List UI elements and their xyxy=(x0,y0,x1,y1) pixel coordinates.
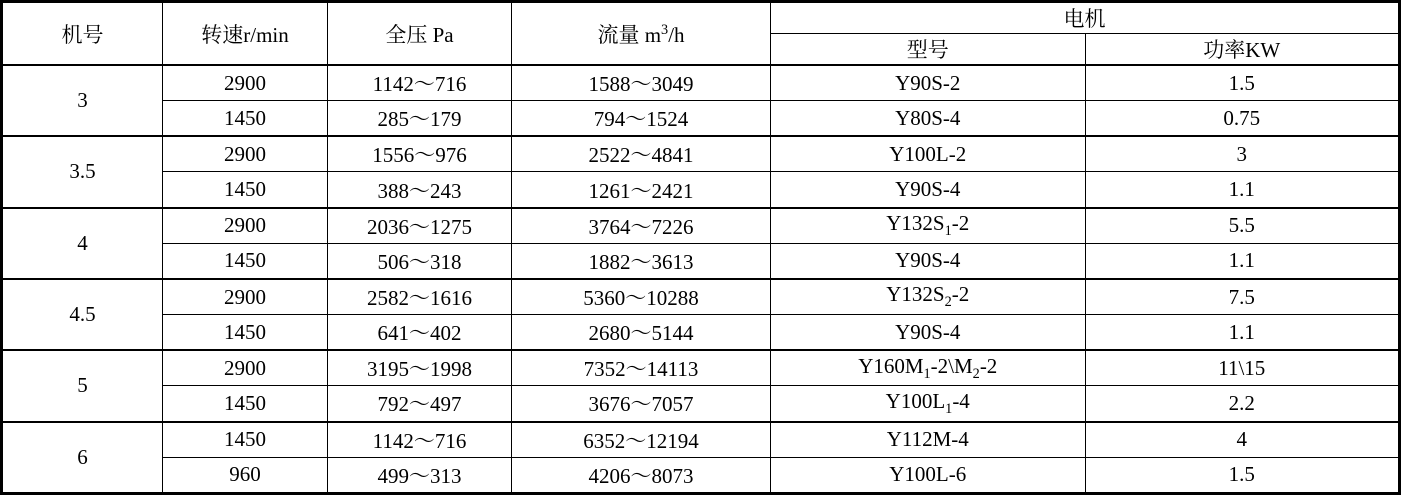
cell-pressure: 641～402 xyxy=(328,315,512,351)
model-text: -4 xyxy=(952,388,970,413)
cell-pressure: 2582～1616 xyxy=(328,279,512,315)
cell-flow: 6352～12194 xyxy=(512,422,771,458)
cell-pressure: 792～497 xyxy=(328,386,512,422)
header-motor-power: 功率KW xyxy=(1085,34,1400,66)
cell-motor-power: 11\15 xyxy=(1085,350,1400,386)
cell-flow: 4206～8073 xyxy=(512,457,771,493)
cell-speed: 1450 xyxy=(163,386,328,422)
cell-motor-model xyxy=(771,457,1086,493)
header-speed: 转速r/min xyxy=(163,2,328,66)
table-row xyxy=(2,136,1400,172)
cell-motor-model xyxy=(771,386,1086,422)
cell-motor-model xyxy=(771,136,1086,172)
cell-motor-power: 7.5 xyxy=(1085,279,1400,315)
cell-motor-model xyxy=(771,350,1086,386)
model-text: Y80S-4 xyxy=(895,105,961,130)
model-text: Y100L-2 xyxy=(889,141,967,166)
cell-flow: 7352～14113 xyxy=(512,350,771,386)
cell-pressure: 506～318 xyxy=(328,243,512,279)
table-row xyxy=(2,386,1400,422)
model-text: Y160M xyxy=(858,353,924,378)
header-flow-suffix: /h xyxy=(668,22,685,47)
cell-pressure: 388～243 xyxy=(328,172,512,208)
header-motor-model: 型号 xyxy=(771,34,1086,66)
cell-speed: 2900 xyxy=(163,279,328,315)
header-flow-exponent: 3 xyxy=(661,21,669,38)
table-row xyxy=(2,208,1400,244)
cell-speed: 960 xyxy=(163,457,328,493)
cell-flow: 794～1524 xyxy=(512,101,771,137)
cell-pressure: 499～313 xyxy=(328,457,512,493)
cell-motor-model xyxy=(771,101,1086,137)
cell-motor-power: 1.1 xyxy=(1085,243,1400,279)
model-text: -2 xyxy=(951,211,970,236)
cell-pressure: 3195～1998 xyxy=(328,350,512,386)
model-subscript: 2 xyxy=(972,365,980,382)
cell-motor-model xyxy=(771,243,1086,279)
model-text: Y132S xyxy=(886,282,945,307)
cell-machine-no: 3.5 xyxy=(2,136,163,207)
model-text: Y90S-4 xyxy=(895,319,961,344)
model-subscript: 2 xyxy=(944,294,952,311)
cell-motor-model xyxy=(771,315,1086,351)
cell-machine-no: 6 xyxy=(2,422,163,494)
cell-speed: 2900 xyxy=(163,136,328,172)
cell-flow: 2522～4841 xyxy=(512,136,771,172)
cell-motor-model xyxy=(771,208,1086,244)
cell-flow: 2680～5144 xyxy=(512,315,771,351)
table-row xyxy=(2,65,1400,101)
table-body xyxy=(2,65,1400,494)
cell-motor-power: 1.1 xyxy=(1085,172,1400,208)
model-subscript: 1 xyxy=(923,365,931,382)
table-row xyxy=(2,457,1400,493)
cell-machine-no: 5 xyxy=(2,350,163,421)
header-machine-no: 机号 xyxy=(2,2,163,66)
model-text: -2 xyxy=(951,282,970,307)
cell-flow: 1882～3613 xyxy=(512,243,771,279)
cell-speed: 1450 xyxy=(163,101,328,137)
cell-speed: 2900 xyxy=(163,208,328,244)
cell-pressure: 2036～1275 xyxy=(328,208,512,244)
model-text: Y112M-4 xyxy=(886,427,969,452)
cell-flow: 1261～2421 xyxy=(512,172,771,208)
cell-flow: 5360～10288 xyxy=(512,279,771,315)
model-subscript: 1 xyxy=(944,223,952,240)
cell-motor-model xyxy=(771,422,1086,458)
cell-speed: 1450 xyxy=(163,315,328,351)
cell-motor-power: 1.5 xyxy=(1085,457,1400,493)
cell-machine-no: 4 xyxy=(2,208,163,279)
model-text: Y100L xyxy=(885,388,946,413)
cell-speed: 2900 xyxy=(163,65,328,101)
header-flow-prefix: 流量 m xyxy=(597,22,662,47)
cell-motor-power: 1.5 xyxy=(1085,65,1400,101)
table-row xyxy=(2,315,1400,351)
cell-flow: 1588～3049 xyxy=(512,65,771,101)
cell-motor-model xyxy=(771,172,1086,208)
model-text: Y90S-4 xyxy=(895,248,961,273)
model-text: Y132S xyxy=(886,211,945,236)
table-row xyxy=(2,172,1400,208)
cell-motor-power: 5.5 xyxy=(1085,208,1400,244)
cell-speed: 2900 xyxy=(163,350,328,386)
cell-motor-power: 4 xyxy=(1085,422,1400,458)
model-text: -2 xyxy=(979,353,998,378)
cell-flow: 3676～7057 xyxy=(512,386,771,422)
cell-flow: 3764～7226 xyxy=(512,208,771,244)
model-text: -2\M xyxy=(930,353,973,378)
cell-machine-no: 4.5 xyxy=(2,279,163,350)
model-text: Y90S-2 xyxy=(895,70,961,95)
cell-speed: 1450 xyxy=(163,172,328,208)
cell-pressure: 1556～976 xyxy=(328,136,512,172)
cell-speed: 1450 xyxy=(163,422,328,458)
model-text: Y90S-4 xyxy=(895,177,961,202)
table-row xyxy=(2,101,1400,137)
table-row xyxy=(2,350,1400,386)
cell-speed: 1450 xyxy=(163,243,328,279)
cell-motor-model xyxy=(771,279,1086,315)
cell-motor-power: 1.1 xyxy=(1085,315,1400,351)
table-head xyxy=(2,2,1400,66)
model-subscript: 1 xyxy=(945,401,953,418)
header-pressure: 全压 Pa xyxy=(328,2,512,66)
cell-pressure: 285～179 xyxy=(328,101,512,137)
cell-motor-power: 2.2 xyxy=(1085,386,1400,422)
table-row xyxy=(2,279,1400,315)
cell-pressure: 1142～716 xyxy=(328,422,512,458)
header-motor: 电机 xyxy=(771,2,1400,34)
model-text: Y100L-6 xyxy=(889,462,967,487)
cell-motor-power: 3 xyxy=(1085,136,1400,172)
table-row xyxy=(2,243,1400,279)
cell-motor-power: 0.75 xyxy=(1085,101,1400,137)
cell-machine-no: 3 xyxy=(2,65,163,136)
header-row-1 xyxy=(2,2,1400,34)
header-flow xyxy=(512,2,771,66)
cell-motor-model xyxy=(771,65,1086,101)
cell-pressure: 1142～716 xyxy=(328,65,512,101)
table-row xyxy=(2,422,1400,458)
